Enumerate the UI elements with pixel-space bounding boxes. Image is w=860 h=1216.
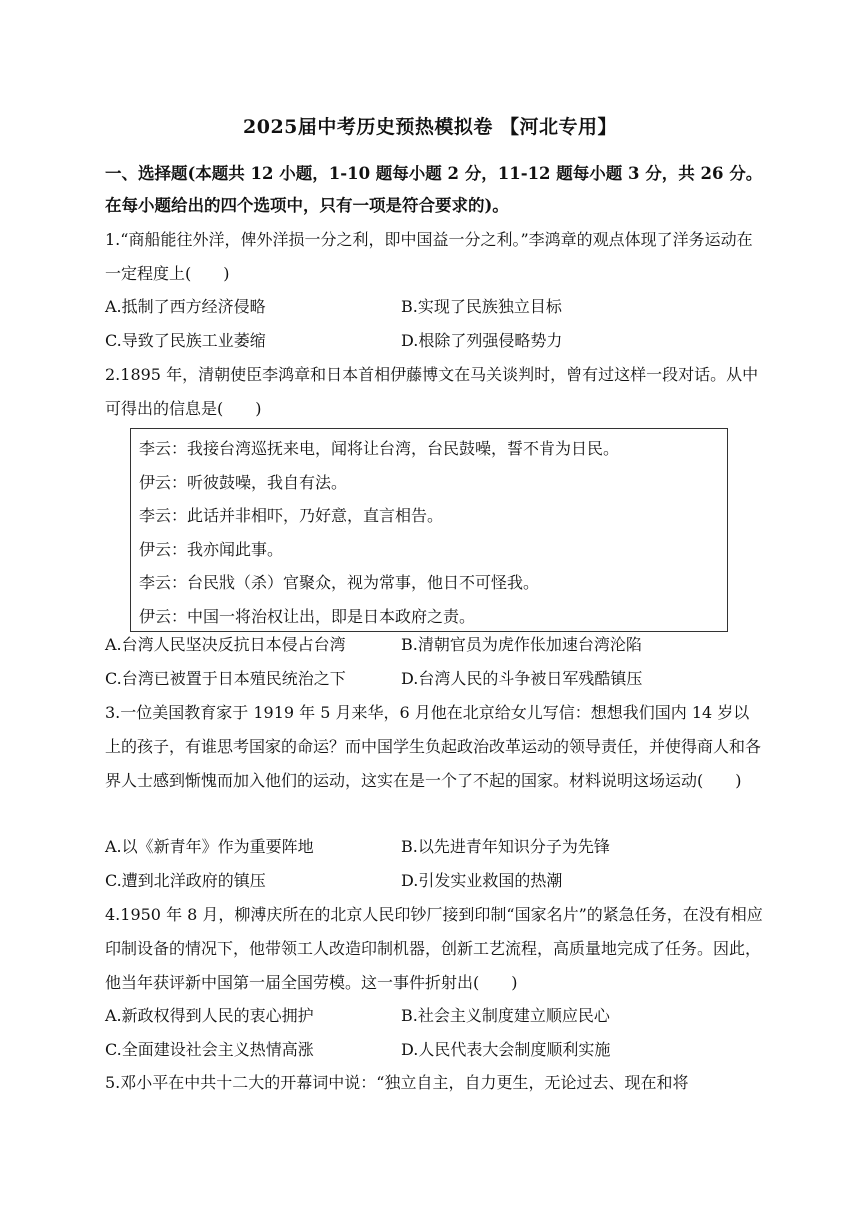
question-3-stem: 3.一位美国教育家于 1919 年 5 月来华，6 月他在北京给女儿写信：想想我们国内 14 岁以上的孩子，有谁思考国家的命运？而中国学生负起政治改革运动的领导责任，并使得商人和各界人士感到惭愧而加入他们的运动，这实在是一个了不起的国家。材料说明这场运动( ) [105, 703, 762, 790]
question-3-option-a[interactable]: A.以《新青年》作为重要阵地 [105, 837, 314, 856]
dialogue-line: 李云：台民戕（杀）官聚众，视为常事，他日不可怪我。 [139, 573, 540, 592]
question-3-option-b[interactable]: B.以先进青年知识分子为先锋 [401, 837, 610, 856]
question-1-stem: 1.“商船能往外洋，俾外洋损一分之利，即中国益一分之利。”李鸿章的观点体现了洋务运动在一定程度上( ) [105, 230, 753, 283]
question-2-stem: 2.1895 年，清朝使臣李鸿章和日本首相伊藤博文在马关谈判时，曾有过这样一段对话。从中可得出的信息是( ) [105, 365, 759, 418]
question-3-option-c[interactable]: C.遭到北洋政府的镇压 [105, 871, 266, 890]
question-4-stem: 4.1950 年 8 月，柳溥庆所在的北京人民印钞厂接到印制“国家名片”的紧急任务，在没有相应印制设备的情况下，他带领工人改造印制机器，创新工艺流程，高质量地完成了任务。因此，他当年获评新中国第一届全国劳模。这一事件折射出( ) [105, 905, 763, 992]
question-2-option-d[interactable]: D.台湾人民的斗争被日军残酷镇压 [401, 669, 643, 688]
question-3-option-d[interactable]: D.引发实业救国的热潮 [401, 871, 563, 890]
question-4-option-d[interactable]: D.人民代表大会制度顺利实施 [401, 1040, 611, 1059]
dialogue-box [130, 428, 728, 632]
question-5-stem: 5.邓小平在中共十二大的开幕词中说：“独立自主，自力更生，无论过去、现在和将 [105, 1073, 689, 1092]
dialogue-line: 伊云：听彼鼓噪，我自有法。 [139, 472, 348, 492]
question-2-options [105, 628, 765, 696]
question-4-options [105, 999, 765, 1067]
question-4-option-b[interactable]: B.社会主义制度建立顺应民心 [401, 1006, 610, 1025]
question-4-option-a[interactable]: A.新政权得到人民的衷心拥护 [105, 1006, 314, 1025]
question-2-option-c[interactable]: C.台湾已被置于日本殖民统治之下 [105, 669, 346, 688]
dialogue-line: 伊云：中国一将治权让出，即是日本政府之责。 [139, 606, 476, 626]
question-2-option-a[interactable]: A.台湾人民坚决反抗日本侵占台湾 [105, 635, 346, 654]
question-1-option-c[interactable]: C.导致了民族工业萎缩 [105, 331, 266, 350]
question-1-options [105, 290, 765, 358]
question-4-option-c[interactable]: C.全面建设社会主义热情高涨 [105, 1040, 314, 1059]
page-title: 2025届中考历史预热模拟卷 【河北专用】 [243, 116, 617, 138]
question-1-option-a[interactable]: A.抵制了西方经济侵略 [105, 297, 266, 316]
question-1-option-b[interactable]: B.实现了民族独立目标 [401, 297, 562, 316]
section-heading: 一、选择题(本题共 12 小题，1-10 题每小题 2 分，11-12 题每小题 3 分，共 26 分。在每小题给出的四个选项中，只有一项是符合要求的)。 [105, 164, 763, 215]
dialogue-line: 李云：此话并非相吓，乃好意，直言相告。 [139, 506, 444, 525]
question-1-option-d[interactable]: D.根除了列强侵略势力 [401, 331, 563, 350]
dialogue-line: 李云：我接台湾巡抚来电，闻将让台湾，台民鼓噪，誓不肯为日民。 [139, 439, 620, 458]
question-3-options [105, 830, 765, 898]
question-2-option-b[interactable]: B.清朝官员为虎作伥加速台湾沦陷 [401, 635, 642, 654]
dialogue-line: 伊云：我亦闻此事。 [139, 539, 284, 559]
